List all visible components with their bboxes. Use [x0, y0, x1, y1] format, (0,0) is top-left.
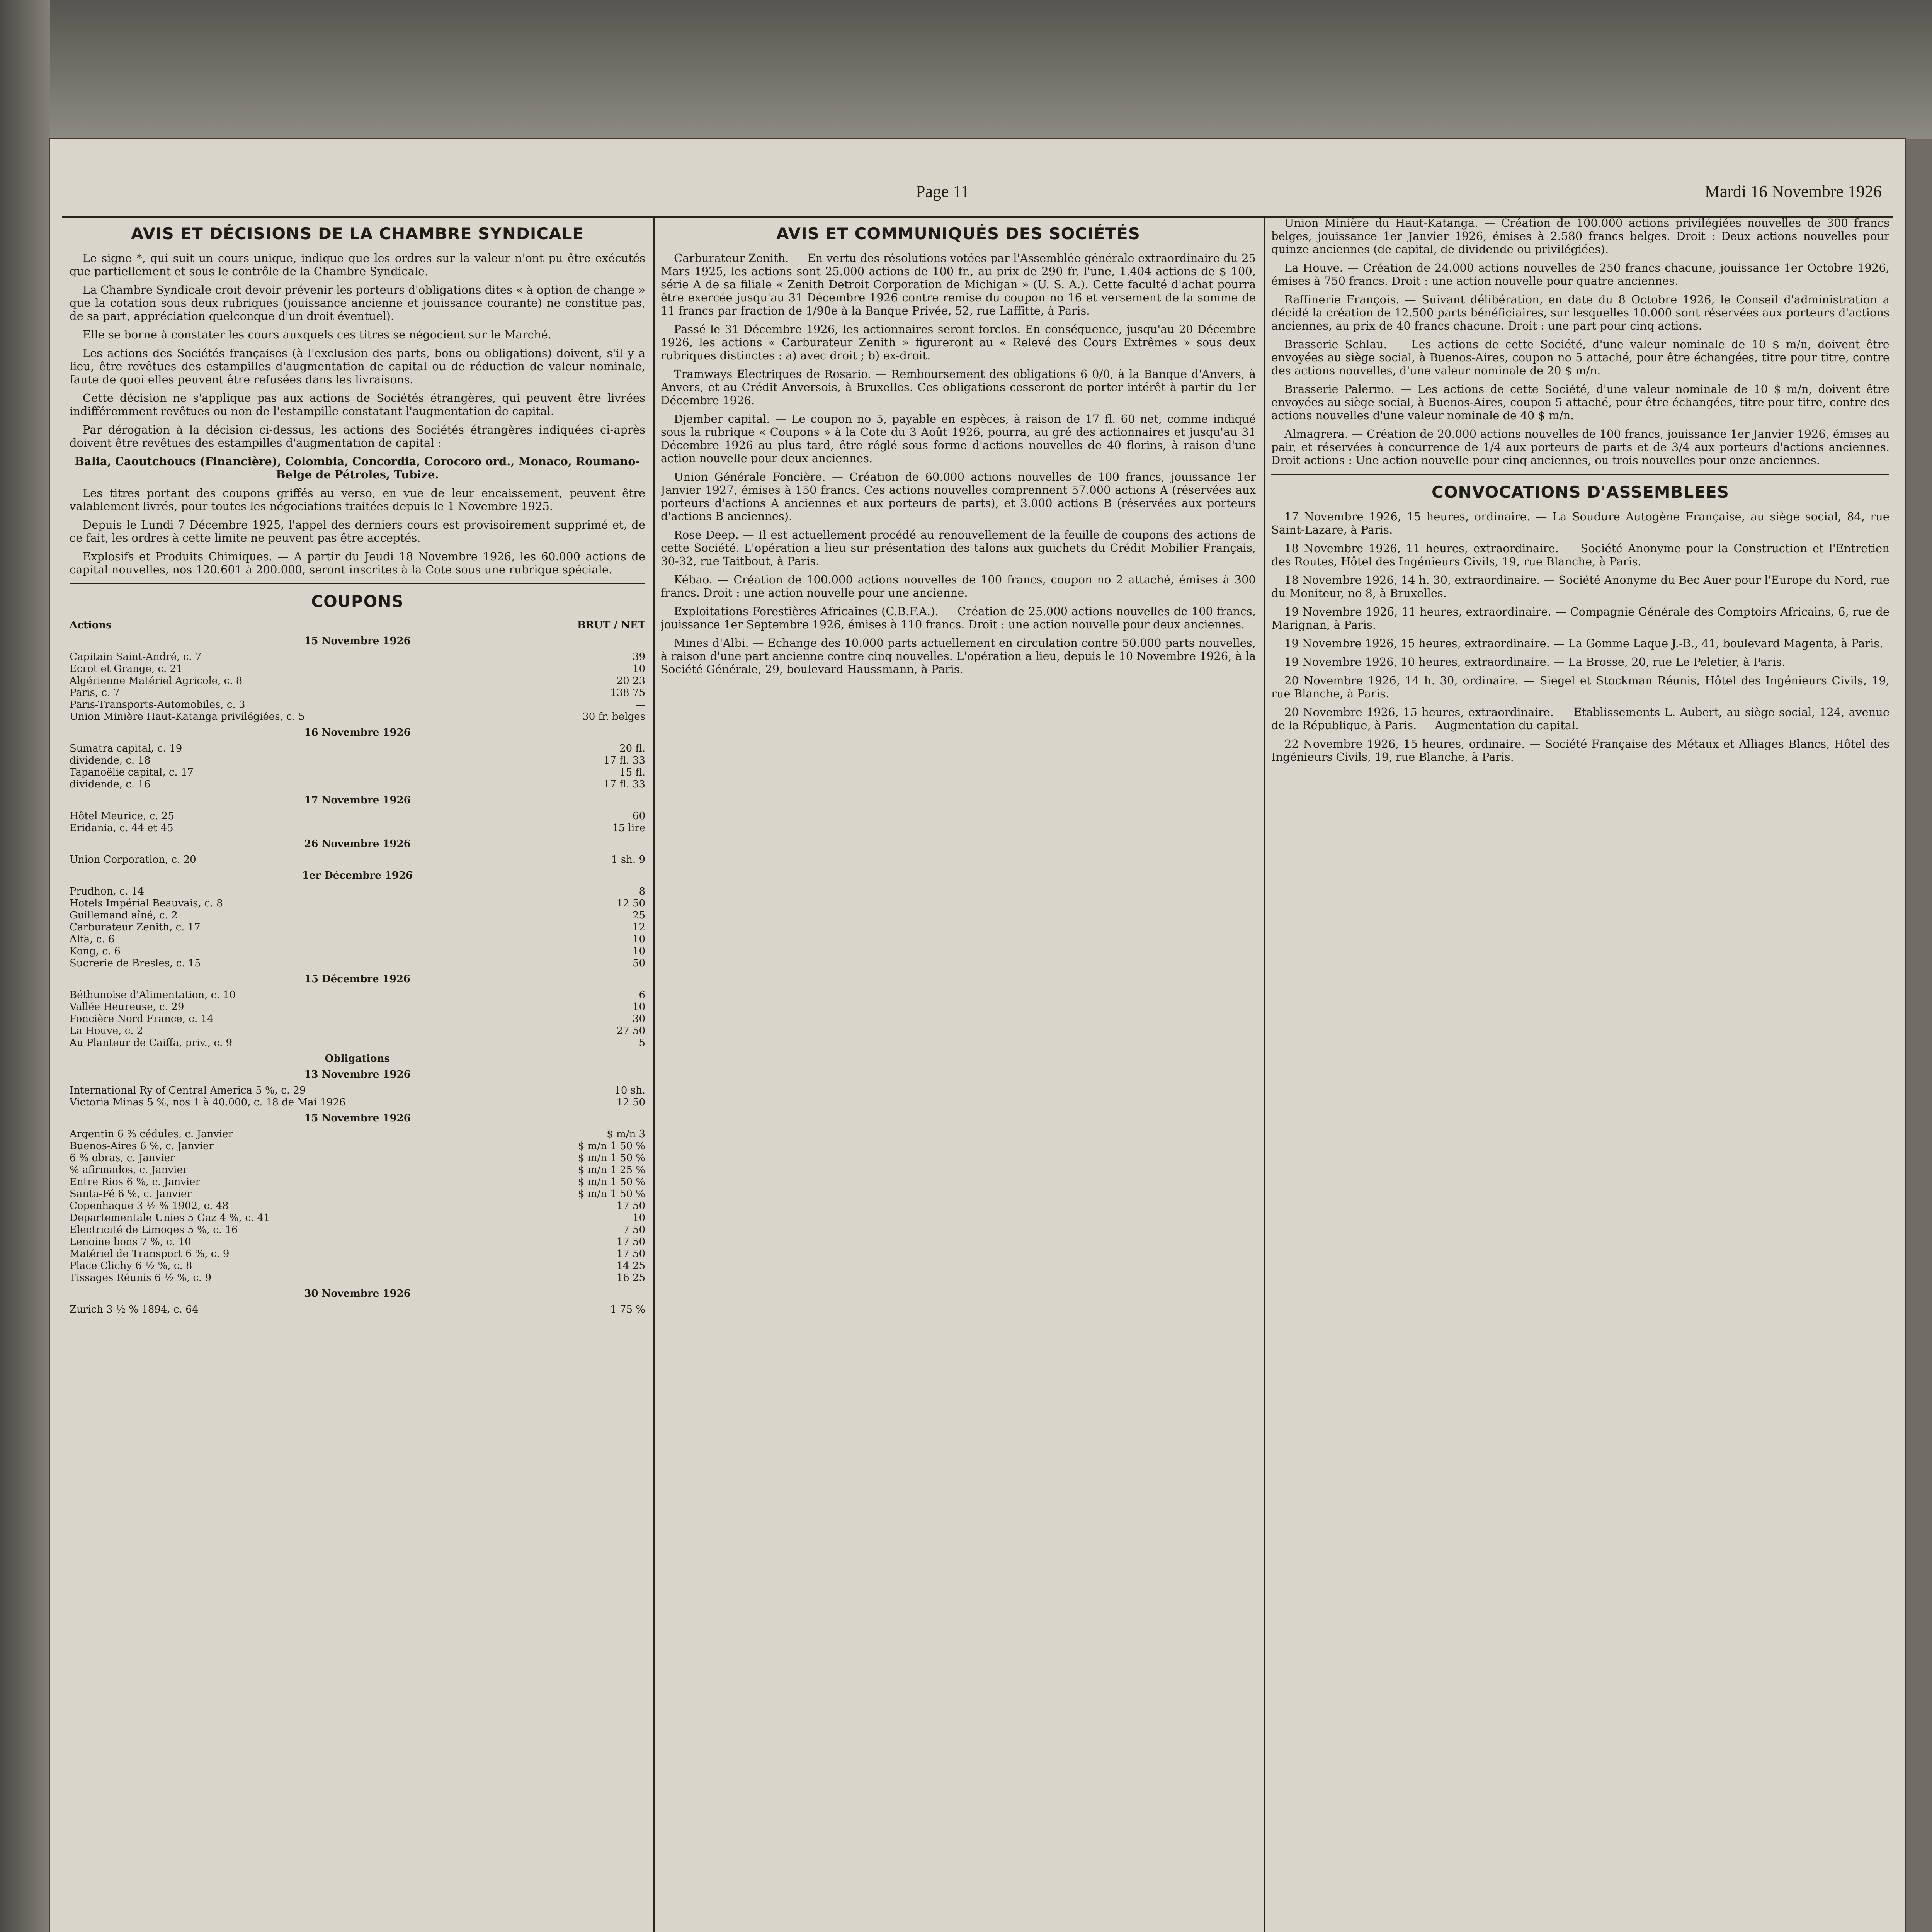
coupons-net: NET: [621, 619, 645, 631]
chambre-paragraph: Cette décision ne s'applique pas aux actions de Sociétés étrangères, qui peuvent être livrées indifféremment revêtues ou non de l'estampille constatant l'augmentation de capital.: [70, 391, 645, 418]
coupon-name: Tapanoëlie capital, c. 17: [70, 767, 194, 778]
coupon-name: Entre Rios 6 %, c. Janvier: [70, 1176, 201, 1188]
societes-column: [661, 216, 1256, 1932]
coupon-row: [70, 1140, 645, 1152]
coupon-row: [70, 822, 645, 834]
coupon-value: $ m/n 1 50 %: [578, 1176, 645, 1188]
coupon-name: Buenos-Aires 6 %, c. Janvier: [70, 1140, 214, 1152]
coupon-name: Algérienne Matériel Agricole, c. 8: [70, 675, 243, 687]
coupon-row: [70, 1200, 645, 1212]
page-number: Page 11: [916, 182, 969, 201]
coupon-value: $ m/n 1 50 %: [578, 1188, 645, 1200]
obligations-title: Obligations: [325, 1053, 390, 1065]
coupon-row: [70, 946, 645, 957]
coupon-value: 10: [632, 946, 645, 957]
chambre-paragraph: Depuis le Lundi 7 Décembre 1925, l'appel des derniers cours est provisoirement supprimé et, de ce fait, les ordres à cette limite ne peuvent pas être acceptés.: [70, 518, 645, 544]
coupon-row: [70, 1212, 645, 1224]
coupon-row: [70, 1224, 645, 1236]
coupon-row: [70, 1272, 645, 1284]
coupon-value: 17 50: [616, 1236, 645, 1248]
right-column: [1271, 216, 1889, 1932]
coupons-date: 26 Novembre 1926: [304, 838, 411, 850]
coupons-group: [70, 651, 645, 723]
coupon-row: [70, 699, 645, 711]
scan-left-border: [0, 0, 50, 1932]
coupon-name: % afirmados, c. Janvier: [70, 1164, 188, 1176]
coupon-value: $ m/n 1 50 %: [578, 1152, 645, 1164]
coupon-name: Zurich 3 ½ % 1894, c. 64: [70, 1304, 199, 1315]
coupon-value: 27 50: [616, 1025, 645, 1037]
coupon-name: Guillemand aîné, c. 2: [70, 910, 178, 921]
coupon-value: 1 sh. 9: [611, 854, 645, 866]
coupons-group: [70, 743, 645, 791]
coupon-name: Sucrerie de Bresles, c. 15: [70, 957, 201, 969]
coupons-group: [70, 854, 645, 866]
coupon-name: International Ry of Central America 5 %, c. 29: [70, 1085, 306, 1096]
societe-notice: La Houve. — Création de 24.000 actions nouvelles de 250 francs chacune, jouissance 1er Octobre 1926, émises à 750 francs. Droit : une action nouvelle pour quatre anciennes.: [1271, 261, 1889, 287]
coupon-name: Carburateur Zenith, c. 17: [70, 922, 201, 933]
column-rule-2: [1264, 216, 1265, 1932]
societe-notice: Mines d'Albi. — Echange des 10.000 parts actuellement en circulation contre 50.000 parts nouvelles, à raison d'une part ancienne contre cinq nouvelles. L'opération a lieu, depuis le 10 Novembre 1926, à la Société Générale, 29, boulevard Haussmann, à Paris.: [661, 636, 1256, 676]
coupon-value: 138 75: [610, 687, 645, 699]
coupon-value: $ m/n 3: [607, 1128, 645, 1140]
coupon-value: 30 fr. belges: [582, 711, 645, 723]
chambre-syndicale-column: [70, 216, 645, 1932]
coupon-name: Departementale Unies 5 Gaz 4 %, c. 41: [70, 1212, 270, 1224]
coupon-value: 17 50: [616, 1200, 645, 1212]
coupon-name: Lenoine bons 7 %, c. 10: [70, 1236, 191, 1248]
coupon-name: Eridania, c. 44 et 45: [70, 822, 173, 834]
coupon-name: Ecrot et Grange, c. 21: [70, 663, 183, 675]
coupon-row: [70, 767, 645, 779]
coupon-value: 50: [632, 957, 645, 969]
coupon-value: 20 23: [616, 675, 645, 687]
coupon-name: Prudhon, c. 14: [70, 886, 145, 897]
coupons-date: 1er Décembre 1926: [302, 870, 413, 881]
coupon-name: Capitain Saint-André, c. 7: [70, 651, 202, 663]
coupon-row: [70, 1013, 645, 1025]
coupon-value: 6: [639, 989, 645, 1001]
scan-top-border: [0, 0, 1932, 139]
chambre-paragraph: Le signe *, qui suit un cours unique, indique que les ordres sur la valeur n'ont pu être exécutés que partiellement et sous le contrôle de la Chambre Syndicale.: [70, 252, 645, 278]
coupon-name: dividende, c. 18: [70, 755, 151, 766]
convocations-title: CONVOCATIONS D'ASSEMBLEES: [1432, 483, 1729, 502]
chambre-paragraph: Balia, Caoutchoucs (Financière), Colombia, Concordia, Corocoro ord., Monaco, Roumano-Belge de Pétroles, Tubize.: [75, 455, 640, 481]
societes-title: AVIS ET COMMUNIQUÉS DES SOCIÉTÉS: [776, 224, 1141, 243]
coupon-value: 14 25: [616, 1260, 645, 1272]
coupon-row: [70, 898, 645, 910]
coupon-name: Hotels Impérial Beauvais, c. 8: [70, 898, 223, 909]
coupon-row: [70, 687, 645, 699]
section-separator: [1271, 474, 1889, 475]
coupon-name: Argentin 6 % cédules, c. Janvier: [70, 1128, 233, 1140]
coupons-brut: BRUT: [577, 619, 611, 631]
coupons-date: 15 Novembre 1926: [304, 1112, 411, 1124]
coupons-date: 15 Décembre 1926: [304, 973, 411, 985]
coupons-group: [70, 989, 645, 1049]
societe-notice: Carburateur Zenith. — En vertu des résolutions votées par l'Assemblée générale extraordinaire du 25 Mars 1925, les actions sont 25.000 actions de 100 fr., au prix de 290 fr. l'une, 1.404 actions de $ 100, série A de sa filiale « Zenith Detroit Corporation de Michigan » (U. S. A.). Cette faculté d'achat pourra être exercée jusqu'au 31 Décembre 1926 contre remise du coupon no 16 et versement de la somme de 11 francs par fraction de 1/90e à la Banque Privée, 52, rue Laffitte, à Paris.: [661, 252, 1256, 317]
coupons-date: 17 Novembre 1926: [304, 794, 411, 806]
coupon-value: 10: [632, 1212, 645, 1224]
societe-notice: Raffinerie François. — Suivant délibération, en date du 8 Octobre 1926, le Conseil d'administration a décidé la création de 12.500 parts bénéficiaires, sur lesquelles 10.000 sont réservées aux porteurs d'actions anciennes, au prix de 40 francs chacune. Droit : une part pour cinq actions.: [1271, 293, 1889, 332]
coupon-value: 5: [639, 1037, 645, 1049]
convocation-item: 22 Novembre 1926, 15 heures, ordinaire. — Société Française des Métaux et Alliages Blancs, Hôtel des Ingénieurs Civils, 19, rue Blanche, à Paris.: [1271, 737, 1889, 764]
coupon-value: 1 75 %: [610, 1304, 645, 1315]
coupon-value: 20 fl.: [619, 743, 645, 754]
coupon-row: [70, 922, 645, 934]
coupon-name: Alfa, c. 6: [70, 934, 115, 945]
coupon-name: Béthunoise d'Alimentation, c. 10: [70, 989, 236, 1001]
societes-items: [661, 252, 1256, 676]
coupons-title: COUPONS: [311, 592, 404, 611]
coupon-value: 30: [632, 1013, 645, 1025]
convocation-item: 18 Novembre 1926, 14 h. 30, extraordinaire. — Société Anonyme du Bec Auer pour l'Europe du Nord, rue du Moniteur, no 8, à Bruxelles.: [1271, 573, 1889, 600]
coupon-name: Electricité de Limoges 5 %, c. 16: [70, 1224, 238, 1236]
coupon-row: [70, 1260, 645, 1272]
coupons-header: Actions BRUT / NET: [70, 619, 645, 631]
coupon-row: [70, 755, 645, 767]
coupon-value: $ m/n 1 50 %: [578, 1140, 645, 1152]
chambre-paragraph: Explosifs et Produits Chimiques. — A partir du Jeudi 18 Novembre 1926, les 60.000 actions de capital nouvelles, nos 120.601 à 200.000, seront inscrites à la Cote sous une rubrique spéciale.: [70, 550, 645, 576]
convocation-item: 20 Novembre 1926, 14 h. 30, ordinaire. — Siegel et Stockman Réunis, Hôtel des Ingénieurs Civils, 19, rue Blanche, à Paris.: [1271, 674, 1889, 700]
coupon-name: Hôtel Meurice, c. 25: [70, 810, 174, 822]
right-items: [1271, 216, 1889, 467]
convocation-item: 19 Novembre 1926, 11 heures, extraordinaire. — Compagnie Générale des Comptoirs Africains, 6, rue de Marignan, à Paris.: [1271, 605, 1889, 631]
coupon-value: 10: [632, 1001, 645, 1013]
coupon-value: 39: [632, 651, 645, 663]
coupon-value: 7 50: [623, 1224, 645, 1236]
coupon-name: Union Corporation, c. 20: [70, 854, 196, 866]
coupon-row: [70, 651, 645, 663]
coupons-list: [70, 619, 645, 1316]
convocation-item: 17 Novembre 1926, 15 heures, ordinaire. — La Soudure Autogène Française, au siège social, 84, rue Saint-Lazare, à Paris.: [1271, 510, 1889, 536]
coupon-row: [70, 779, 645, 791]
chambre-title: AVIS ET DÉCISIONS DE LA CHAMBRE SYNDICALE: [131, 224, 584, 243]
coupon-name: Union Minière Haut-Katanga privilégiées, c. 5: [70, 711, 305, 723]
coupon-value: 60: [632, 810, 645, 822]
chambre-paragraph: Les actions des Sociétés françaises (à l'exclusion des parts, bons ou obligations) doivent, s'il y a lieu, être revêtues des estampilles d'augmentation de capital ou de réduction de valeur nominale, faute de quoi elles peuvent être refusées dans les livraisons.: [70, 347, 645, 386]
coupons-group: [70, 810, 645, 834]
coupon-row: [70, 675, 645, 687]
societe-notice: Brasserie Palermo. — Les actions de cette Société, d'une valeur nominale de 10 $ m/n, doivent être envoyées au siège social, à Buenos-Aires, coupon 5 attaché, pour être échangées, titre pour titre, contre des actions nouvelles d'une valeur nominale de 40 $ m/n.: [1271, 383, 1889, 422]
coupon-name: Matériel de Transport 6 %, c. 9: [70, 1248, 230, 1260]
coupon-value: 17 fl. 33: [603, 755, 645, 766]
coupons-date: 15 Novembre 1926: [304, 635, 411, 647]
coupons-date: 30 Novembre 1926: [304, 1288, 411, 1299]
societe-notice: Exploitations Forestières Africaines (C.B.F.A.). — Création de 25.000 actions nouvelles de 100 francs, jouissance 1er Septembre 1926, émises à 110 francs. Droit : une action nouvelle pour deux anciennes.: [661, 605, 1256, 631]
coupons-date: 13 Novembre 1926: [304, 1069, 411, 1080]
coupon-value: 16 25: [616, 1272, 645, 1284]
coupon-value: $ m/n 1 25 %: [578, 1164, 645, 1176]
societe-notice: Union Générale Foncière. — Création de 60.000 actions nouvelles de 100 francs, jouissance 1er Janvier 1927, émises à 150 francs. Ces actions nouvelles comprennent 57.000 actions A (réservées aux porteurs d'actions A anciennes et aux porteurs de parts), et 3.000 actions B (réservées aux porteurs d'actions B anciennes).: [661, 470, 1256, 523]
convocations-list: [1271, 510, 1889, 764]
coupon-row: [70, 810, 645, 822]
societe-notice: Djember capital. — Le coupon no 5, payable en espèces, à raison de 17 fl. 60 net, comme indiqué sous la rubrique « Coupons » à la Cote du 3 Août 1926, pourra, au gré des actionnaires et jusqu'au 31 Décembre 1926 au plus tard, être réglé sous forme d'actions nouvelles de 40 florins, à raison d'une action nouvelle pour deux anciennes.: [661, 412, 1256, 465]
coupon-row: [70, 957, 645, 969]
section-separator: [70, 583, 645, 584]
coupon-row: [70, 910, 645, 922]
societe-notice: Union Minière du Haut-Katanga. — Création de 100.000 actions privilégiées nouvelles de 300 francs belges, jouissance 1er Janvier 1926, émises à 2.580 francs belges. Droit : Deux actions nouvelles pour quinze anciennes (de capital, de dividende ou privilégiées).: [1271, 216, 1889, 256]
coupon-row: [70, 1176, 645, 1188]
column-rule-1: [653, 216, 655, 1932]
coupons-date: 16 Novembre 1926: [304, 727, 411, 738]
coupon-row: [70, 1304, 645, 1316]
coupon-value: 12 50: [616, 1097, 645, 1108]
coupon-row: [70, 1085, 645, 1097]
societe-notice: Rose Deep. — Il est actuellement procédé au renouvellement de la feuille de coupons des actions de cette Société. L'opération a lieu sur présentation des talons aux guichets du Crédit Mobilier Français, 30-32, rue Taitbout, à Paris.: [661, 528, 1256, 568]
societe-notice: Passé le 31 Décembre 1926, les actionnaires seront forclos. En conséquence, jusqu'au 20 Décembre 1926, les actions « Carburateur Zenith » figureront au « Relevé des Cours Extrêmes » sous deux rubriques distinctes : a) avec droit ; b) ex-droit.: [661, 323, 1256, 362]
coupon-name: Kong, c. 6: [70, 946, 121, 957]
coupon-row: [70, 1152, 645, 1164]
coupon-value: 15 fl.: [619, 767, 645, 778]
coupon-row: [70, 1236, 645, 1248]
convocation-item: 18 Novembre 1926, 11 heures, extraordinaire. — Société Anonyme pour la Construction et l'Entretien des Routes, Hôtel des Ingénieurs Civils, 19, rue Blanche, à Paris.: [1271, 542, 1889, 568]
convocation-item: 20 Novembre 1926, 15 heures, extraordinaire. — Etablissements L. Aubert, au siège social, 124, avenue de la République, à Paris. — Augmentation du capital.: [1271, 706, 1889, 732]
chambre-paragraph: La Chambre Syndicale croit devoir prévenir les porteurs d'obligations dites « à option de change » que la cotation sous deux rubriques (jouissance ancienne et jouissance courante) ne constitue pas, de sa part, appréciation quelconque d'un droit éventuel).: [70, 283, 645, 323]
coupon-row: [70, 1097, 645, 1109]
coupon-row: [70, 886, 645, 898]
coupon-value: 8: [639, 886, 645, 897]
coupon-name: Tissages Réunis 6 ½ %, c. 9: [70, 1272, 211, 1284]
coupon-row: [70, 1128, 645, 1140]
newspaper-page: [50, 139, 1905, 1932]
page-date: Mardi 16 Novembre 1926: [1704, 182, 1882, 201]
coupon-name: Place Clichy 6 ½ %, c. 8: [70, 1260, 192, 1272]
coupon-value: 12: [632, 922, 645, 933]
coupon-name: Copenhague 3 ½ % 1902, c. 48: [70, 1200, 229, 1212]
coupon-row: [70, 1188, 645, 1200]
societe-notice: Brasserie Schlau. — Les actions de cette Société, d'une valeur nominale de 10 $ m/n, doivent être envoyées au siège social, à Buenos-Aires, coupon no 5 attaché, pour être échangées, titre pour titre, contre des actions nouvelles, d'une valeur nominale de 20 $ m/n.: [1271, 338, 1889, 377]
coupon-name: Paris-Transports-Automobiles, c. 3: [70, 699, 245, 711]
coupon-row: [70, 1025, 645, 1037]
coupon-value: —: [635, 699, 645, 711]
coupons-group: [70, 1304, 645, 1316]
convocation-item: 19 Novembre 1926, 10 heures, extraordinaire. — La Brosse, 20, rue Le Peletier, à Paris.: [1284, 655, 1786, 668]
coupon-row: [70, 989, 645, 1001]
coupon-name: Vallée Heureuse, c. 29: [70, 1001, 184, 1013]
coupons-group: [70, 886, 645, 969]
coupon-value: 10: [632, 663, 645, 675]
coupon-name: Au Planteur de Caiffa, priv., c. 9: [70, 1037, 233, 1049]
coupons-group: [70, 1085, 645, 1109]
coupon-row: [70, 1164, 645, 1176]
coupon-name: Victoria Minas 5 %, nos 1 à 40.000, c. 18 de Mai 1926: [70, 1097, 346, 1108]
coupon-value: 10: [632, 934, 645, 945]
coupon-value: 17 fl. 33: [603, 779, 645, 790]
coupons-group: [70, 1128, 645, 1284]
coupon-row: [70, 743, 645, 755]
coupon-row: [70, 663, 645, 675]
coupon-row: [70, 1248, 645, 1260]
coupon-name: Foncière Nord France, c. 14: [70, 1013, 214, 1025]
coupon-name: Sumatra capital, c. 19: [70, 743, 182, 754]
coupon-value: 15 lire: [612, 822, 645, 834]
societe-notice: Almagrera. — Création de 20.000 actions nouvelles de 100 francs, jouissance 1er Janvier 1926, émises au pair, et réservées à concurrence de 1/4 aux porteurs de parts et de 3/4 aux porteurs d'actions anciennes. Droit actions : Une action nouvelle pour cinq anciennes, ou trois nouvelles pour onze anciennes.: [1271, 427, 1889, 467]
coupon-value: 17 50: [616, 1248, 645, 1260]
chambre-paragraph: Les titres portant des coupons griffés au verso, en vue de leur encaissement, peuvent être valablement livrés, pour toutes les négociations traitées depuis le 1 Novembre 1925.: [70, 486, 645, 513]
coupon-name: La Houve, c. 2: [70, 1025, 143, 1037]
convocation-item: 19 Novembre 1926, 15 heures, extraordinaire. — La Gomme Laque J.-B., 41, boulevard Magenta, à Paris.: [1284, 637, 1883, 650]
societe-notice: Tramways Electriques de Rosario. — Remboursement des obligations 6 0/0, à la Banque d'Anvers, à Anvers, et au Crédit Anversois, à Bruxelles. Ces obligations cesseront de porter intérêt à partir du 1er Décembre 1926.: [661, 367, 1256, 407]
coupon-row: [70, 934, 645, 946]
chambre-paragraph: Par dérogation à la décision ci-dessus, les actions des Sociétés étrangères indiquées ci-après doivent être revêtues des estampilles d'augmentation de capital :: [70, 423, 645, 449]
coupon-row: [70, 711, 645, 723]
coupons-actions-label: Actions: [70, 619, 112, 631]
coupon-value: 10 sh.: [614, 1085, 645, 1096]
coupon-name: 6 % obras, c. Janvier: [70, 1152, 175, 1164]
coupon-value: 25: [632, 910, 645, 921]
coupon-name: Santa-Fé 6 %, c. Janvier: [70, 1188, 192, 1200]
societe-notice: Kébao. — Création de 100.000 actions nouvelles de 100 francs, coupon no 2 attaché, émises à 300 francs. Droit : une action nouvelle pour une ancienne.: [661, 573, 1256, 599]
page-header: [66, 182, 1889, 209]
coupon-row: [70, 854, 645, 866]
coupon-name: dividende, c. 16: [70, 779, 151, 790]
coupon-row: [70, 1001, 645, 1013]
coupon-value: 12 50: [616, 898, 645, 909]
coupon-row: [70, 1037, 645, 1049]
coupon-name: Paris, c. 7: [70, 687, 120, 699]
chambre-paragraph: Elle se borne à constater les cours auxquels ces titres se négocient sur le Marché.: [83, 328, 551, 341]
